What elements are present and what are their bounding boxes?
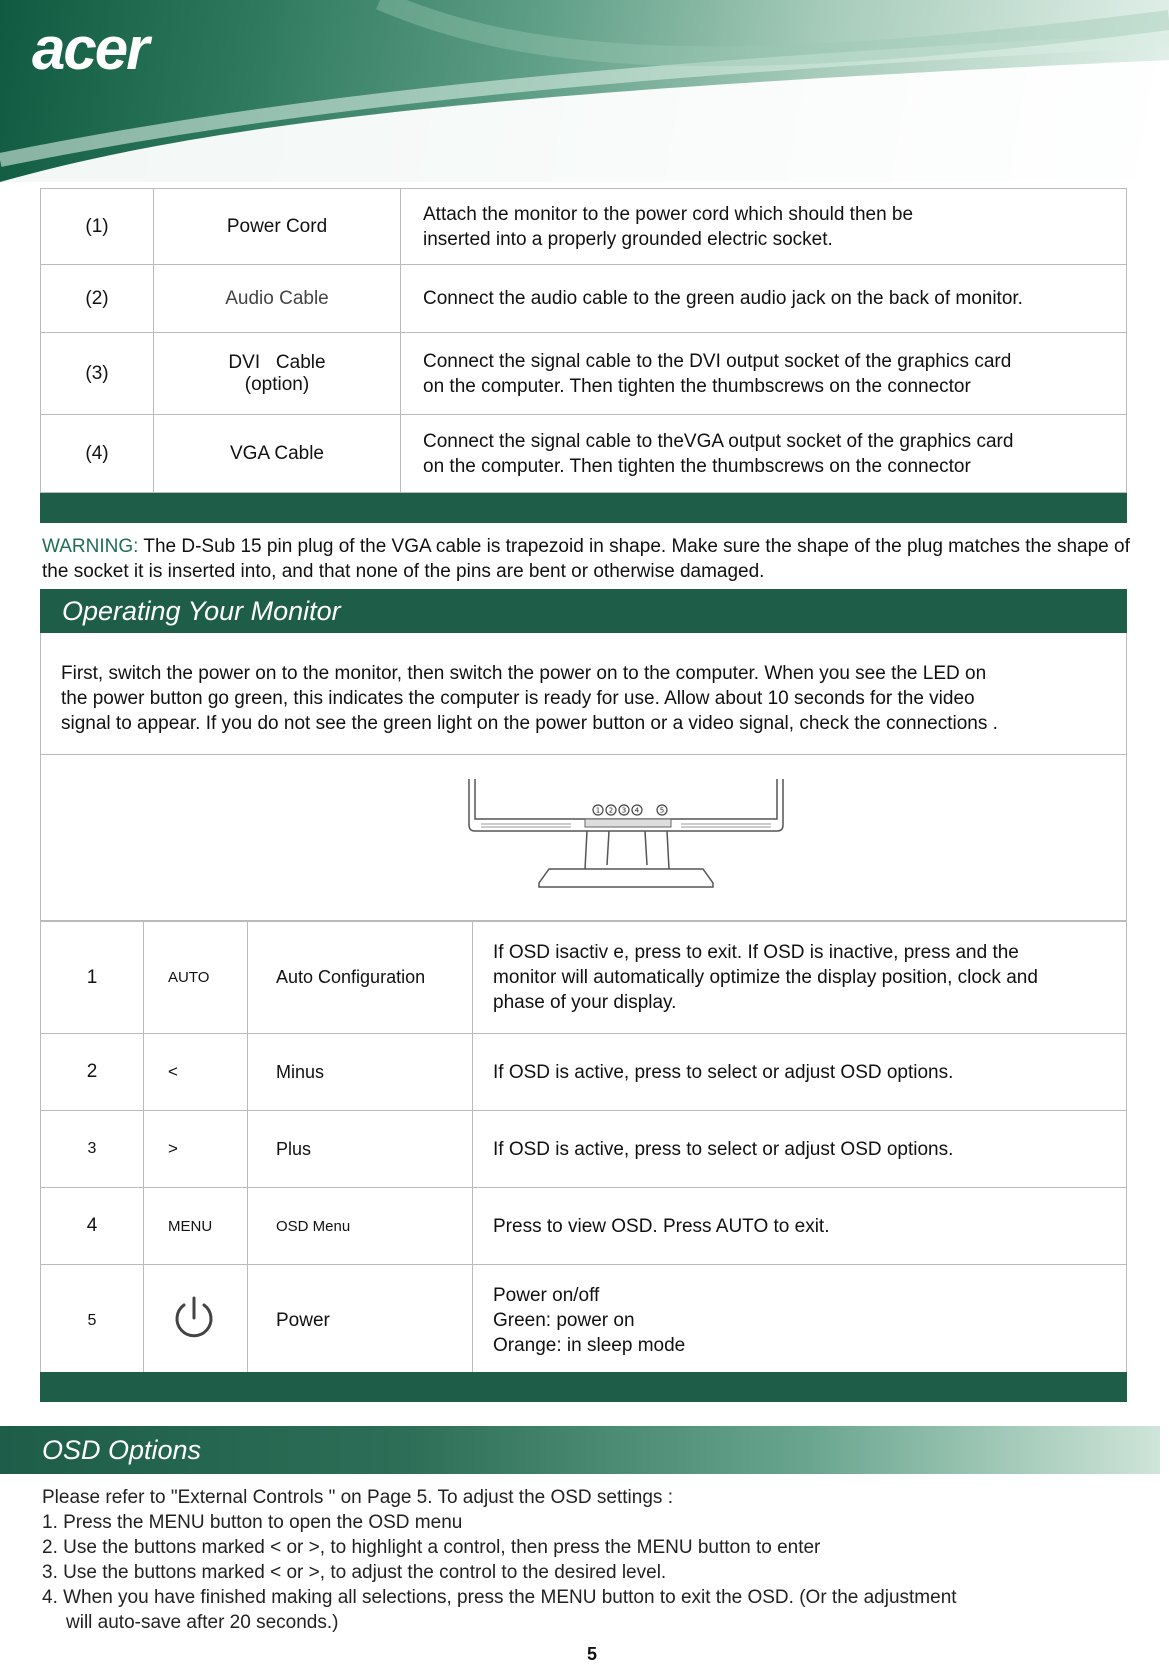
monitor-button-label: 2 xyxy=(608,806,614,815)
control-symbol: > xyxy=(144,1111,248,1188)
control-name: Power xyxy=(248,1265,473,1377)
control-symbol: < xyxy=(144,1034,248,1111)
connector-name xyxy=(154,333,401,415)
control-symbol: MENU xyxy=(144,1188,248,1265)
instruction-line: signal to appear. If you do not see the green light on the power button or a video signal, check the connections . xyxy=(61,713,998,734)
table-row xyxy=(41,333,1127,415)
description-line: Connect the audio cable to the green audio jack on the back of monitor. xyxy=(423,288,1023,309)
table-row xyxy=(41,189,1127,265)
control-symbol xyxy=(144,1265,248,1377)
table-row xyxy=(41,922,1127,1034)
table-row xyxy=(41,265,1127,333)
description-line: monitor will automatically optimize the display position, clock and xyxy=(493,967,1038,988)
monitor-button-label: 4 xyxy=(634,806,640,815)
control-name: Plus xyxy=(248,1111,473,1188)
description-line: Connect the signal cable to theVGA output socket of the graphics card xyxy=(423,430,1014,452)
table-footer-bar xyxy=(40,1372,1127,1402)
control-description xyxy=(473,1188,1127,1265)
description-line: Press to view OSD. Press AUTO to exit. xyxy=(493,1215,830,1237)
connector-name: Audio Cable xyxy=(154,265,401,333)
description-line: Green: power on xyxy=(493,1310,635,1331)
description-line: Orange: in sleep mode xyxy=(493,1335,686,1356)
warning-text: The D-Sub 15 pin plug of the VGA cable is trapezoid in shape. Make sure the shape of the plug matches the shape of the socket it is inserted into, and that none of the pins are bent or otherwise damaged. xyxy=(42,536,1130,582)
row-number: (2) xyxy=(41,265,154,333)
description-line: Attach the monitor to the power cord which should then be xyxy=(423,203,914,225)
control-number: 4 xyxy=(41,1188,144,1265)
connector-name: VGA Cable xyxy=(154,415,401,493)
row-number: (4) xyxy=(41,415,154,493)
monitor-illustration xyxy=(459,779,793,895)
operating-instructions xyxy=(61,661,1101,736)
operating-section-title: Operating Your Monitor xyxy=(40,589,1127,633)
osd-line: 4. When you have finished making all selections, press the MENU button to exit the OSD. (Or the adjustment xyxy=(42,1587,957,1608)
osd-line: will auto-save after 20 seconds.) xyxy=(66,1612,339,1633)
connector-name-line: (option) xyxy=(244,373,310,395)
power-icon xyxy=(168,1292,220,1344)
connector-description xyxy=(401,265,1127,333)
table-row xyxy=(41,1034,1127,1111)
osd-line: 3. Use the buttons marked < or >, to adjust the control to the desired level. xyxy=(42,1562,667,1583)
monitor-button-label: 5 xyxy=(659,806,665,815)
description-line: If OSD is active, press to select or adjust OSD options. xyxy=(493,1061,954,1083)
description-line: on the computer. Then tighten the thumbscrews on the connector xyxy=(423,375,971,397)
table-row xyxy=(41,1265,1127,1377)
control-symbol: AUTO xyxy=(144,922,248,1034)
osd-section-title: OSD Options xyxy=(0,1426,1160,1474)
osd-line: Please refer to "External Controls " on Page 5. To adjust the OSD settings : xyxy=(42,1487,673,1508)
controls-table xyxy=(40,921,1127,1377)
control-number: 3 xyxy=(41,1111,144,1188)
table-row xyxy=(41,1111,1127,1188)
description-line: If OSD isactiv e, press to exit. If OSD is inactive, press and the xyxy=(493,942,1019,963)
control-number: 5 xyxy=(41,1265,144,1377)
description-line: on the computer. Then tighten the thumbscrews on the connector xyxy=(423,455,971,477)
connector-description xyxy=(401,415,1127,493)
description-line: inserted into a properly grounded electric socket. xyxy=(423,228,833,250)
instruction-line: First, switch the power on to the monitor, then switch the power on to the computer. When you see the LED on xyxy=(61,663,987,684)
connector-name-line: DVI Cable xyxy=(228,351,326,373)
table-row xyxy=(41,1188,1127,1265)
divider xyxy=(41,754,1126,755)
control-name: OSD Menu xyxy=(248,1188,473,1265)
control-number: 1 xyxy=(41,922,144,1034)
description-line: If OSD is active, press to select or adjust OSD options. xyxy=(493,1138,954,1160)
osd-line: 2. Use the buttons marked < or >, to highlight a control, then press the MENU button to enter xyxy=(42,1537,821,1558)
control-name: Minus xyxy=(248,1034,473,1111)
control-description xyxy=(473,1034,1127,1111)
monitor-button-label: 1 xyxy=(595,806,601,815)
row-number: (3) xyxy=(41,333,154,415)
control-description xyxy=(473,922,1127,1034)
osd-line: 1. Press the MENU button to open the OSD menu xyxy=(42,1512,463,1533)
page-number: 5 xyxy=(587,1644,598,1664)
connector-description xyxy=(401,333,1127,415)
table-footer-bar xyxy=(40,493,1127,523)
description-line: Power on/off xyxy=(493,1285,600,1306)
control-description xyxy=(473,1111,1127,1188)
instruction-line: the power button go green, this indicates the computer is ready for use. Allow about 10 seconds for the video xyxy=(61,688,975,709)
row-number: (1) xyxy=(41,189,154,265)
description-line: phase of your display. xyxy=(493,992,677,1013)
header-banner xyxy=(0,0,1169,182)
operating-box xyxy=(40,633,1127,921)
connector-name: Power Cord xyxy=(154,189,401,265)
description-line: Connect the signal cable to the DVI output socket of the graphics card xyxy=(423,350,1012,372)
control-description xyxy=(473,1265,1127,1377)
table-row xyxy=(41,415,1127,493)
acer-logo: acer xyxy=(32,15,148,82)
warning-label: WARNING: xyxy=(42,536,139,557)
control-number: 2 xyxy=(41,1034,144,1111)
monitor-button-label: 3 xyxy=(621,806,627,815)
header-swoosh-graphic xyxy=(0,0,1169,182)
osd-instructions xyxy=(42,1485,1142,1635)
control-name: Auto Configuration xyxy=(248,922,473,1034)
connector-description xyxy=(401,189,1127,265)
warning-note xyxy=(42,534,1132,584)
connector-table xyxy=(40,188,1127,493)
